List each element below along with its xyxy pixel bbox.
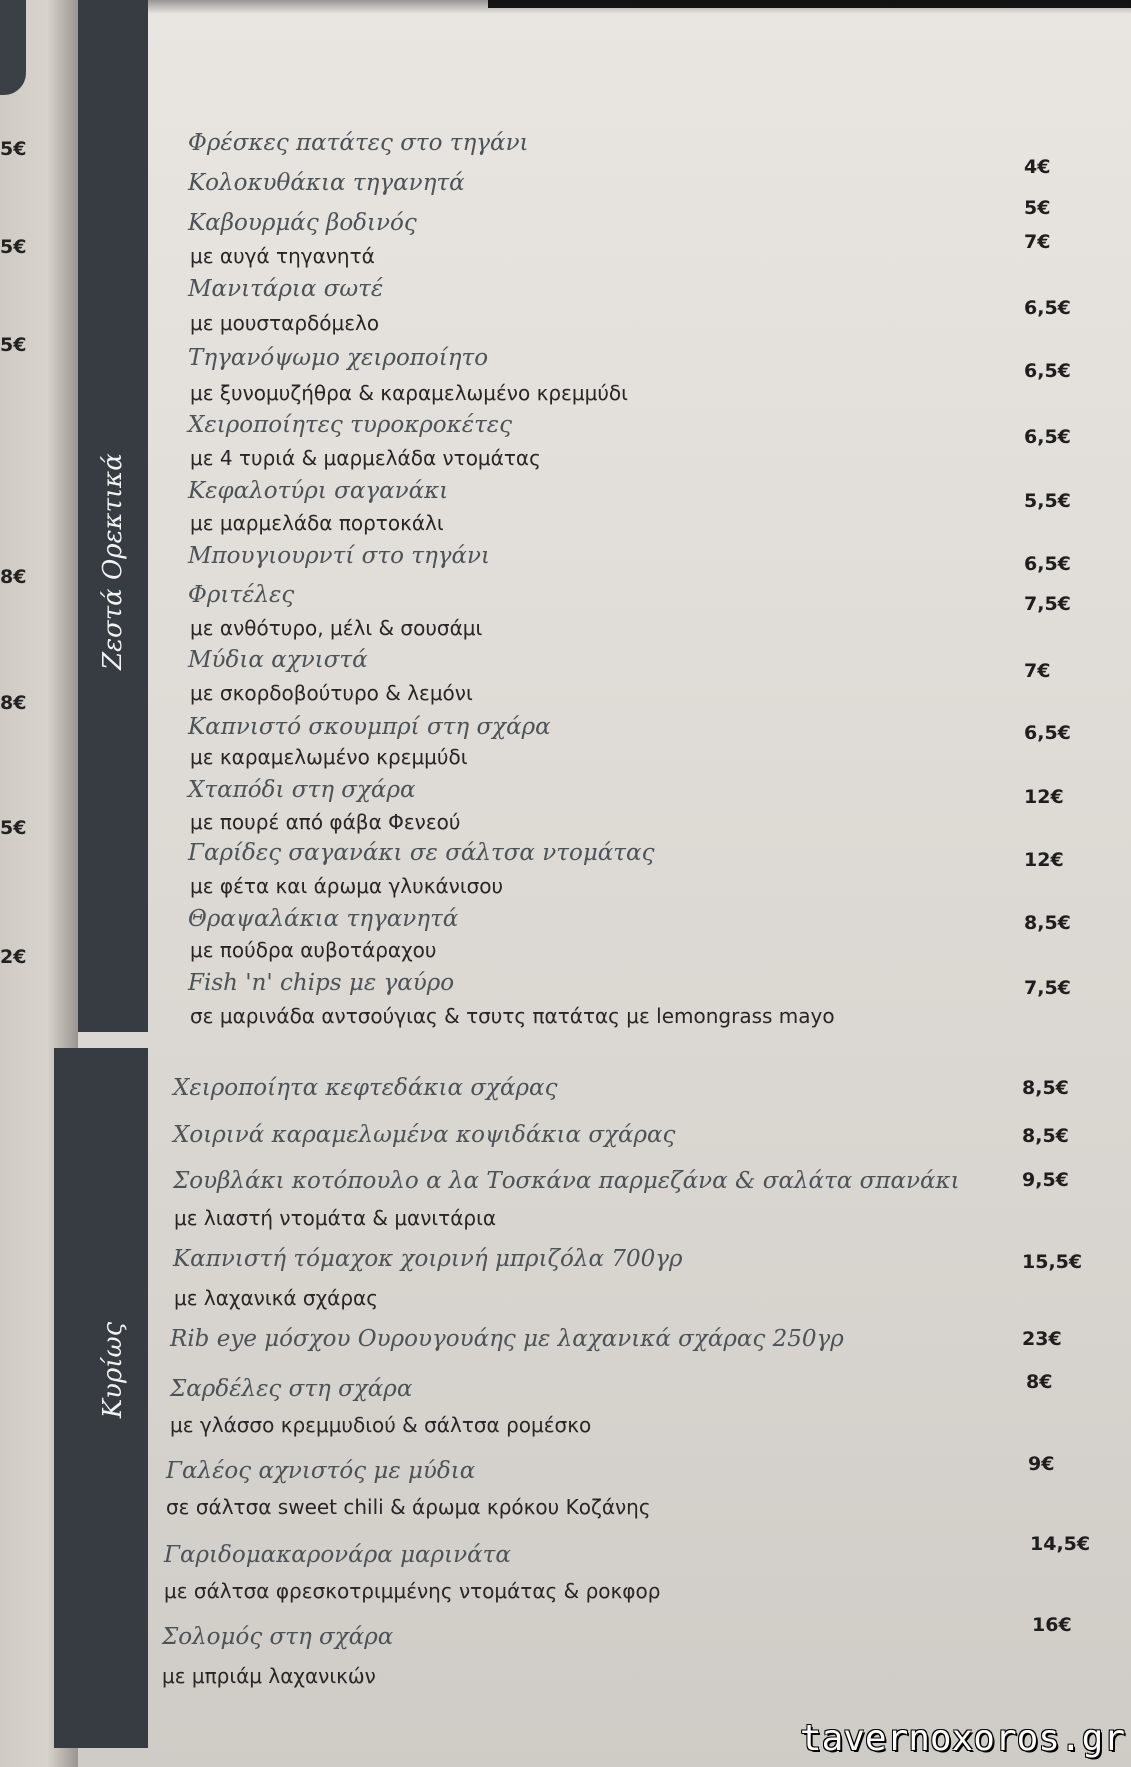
menu-item-price: 7,5€ [1024, 977, 1071, 999]
menu-item-description: με μουσταρδόμελο [190, 311, 380, 335]
menu-item-price: 5,5€ [1024, 490, 1071, 512]
menu-item-price: 6,5€ [1024, 426, 1071, 448]
menu-item-price: 23€ [1022, 1328, 1062, 1350]
menu-item-name: Χειροποίητα κεφτεδάκια σχάρας [173, 1075, 558, 1101]
previous-page-price: 8€ [0, 692, 27, 714]
menu-item-price: 8€ [1026, 1371, 1053, 1393]
previous-page-tab [0, 0, 26, 95]
menu-item-price: 7€ [1024, 660, 1051, 682]
menu-item-name: Γαρίδες σαγανάκι σε σάλτσα ντομάτας [188, 840, 655, 866]
menu-item-price: 6,5€ [1024, 553, 1071, 575]
menu-item-name: Σαρδέλες στη σχάρα [170, 1376, 413, 1402]
menu-item-description: με αυγά τηγανητά [190, 244, 375, 268]
menu-item-description: σε μαρινάδα αντσούγιας & τσυτς πατάτας με lemongrass mayo [190, 1004, 835, 1028]
menu-item-name: Μπουγιουρντί στο τηγάνι [188, 543, 491, 569]
menu-item-description: με λιαστή ντομάτα & μανιτάρια [174, 1206, 497, 1230]
menu-item-name: Καπνιστό σκουμπρί στη σχάρα [188, 714, 551, 740]
menu-item-price: 8,5€ [1022, 1077, 1069, 1099]
menu-item-name: Σολομός στη σχάρα [162, 1624, 394, 1650]
menu-item-price: 15,5€ [1022, 1251, 1083, 1273]
menu-item-description: με μπριάμ λαχανικών [162, 1664, 376, 1688]
menu-item-name: Φρέσκες πατάτες στο τηγάνι [188, 130, 529, 156]
menu-item-price: 6,5€ [1024, 297, 1071, 319]
menu-item-name: Γαριδομακαρονάρα μαρινάτα [164, 1542, 511, 1568]
menu-item-price: 9,5€ [1022, 1169, 1069, 1191]
menu-item-price: 5€ [1024, 197, 1051, 219]
menu-item-name: Κεφαλοτύρι σαγανάκι [188, 478, 449, 504]
section-title-hot-appetizers: Ζεστά Ορεκτικά [98, 453, 128, 670]
site-watermark: tavernoxoros.gr [799, 1718, 1125, 1759]
previous-page-price: 5€ [0, 334, 27, 356]
menu-item-description: με λαχανικά σχάρας [174, 1286, 378, 1310]
menu-item-name: Κολοκυθάκια τηγανητά [188, 170, 465, 196]
page-top-shadow [78, 0, 1131, 14]
previous-page-price: 8€ [0, 566, 27, 588]
previous-page-price: 5€ [0, 817, 27, 839]
menu-item-price: 14,5€ [1030, 1533, 1091, 1555]
menu-item-price: 7,5€ [1024, 593, 1071, 615]
menu-item-description: σε σάλτσα sweet chili & άρωμα κρόκου Κοζάνης [166, 1495, 651, 1519]
menu-item-description: με πουρέ από φάβα Φενεού [190, 810, 461, 834]
menu-item-description: με μαρμελάδα πορτοκάλι [190, 511, 444, 535]
menu-item-name: Χειροποίητες τυροκροκέτες [188, 412, 513, 438]
menu-item-description: με καραμελωμένο κρεμμύδι [190, 745, 468, 769]
menu-item-name: Φριτέλες [188, 582, 295, 608]
previous-page-price: 5€ [0, 138, 27, 160]
menu-item-name: Θραψαλάκια τηγανητά [188, 906, 459, 932]
menu-item-price: 7€ [1024, 231, 1051, 253]
menu-item-name: Καπνιστή τόμαχοκ χοιρινή μπριζόλα 700γρ [173, 1246, 683, 1272]
menu-item-description: με πούδρα αυβοτάραχου [190, 938, 437, 962]
menu-item-name: Χταπόδι στη σχάρα [188, 777, 416, 803]
previous-page-price: 2€ [0, 946, 27, 968]
menu-item-name: Fish 'n' chips με γαύρο [188, 970, 455, 996]
menu-page [78, 0, 1131, 1767]
menu-item-description: με γλάσσο κρεμμυδιού & σάλτσα ρομέσκο [170, 1413, 592, 1437]
menu-item-description: με ξυνομυζήθρα & καραμελωμένο κρεμμύδι [190, 381, 628, 405]
menu-item-price: 8,5€ [1022, 1125, 1069, 1147]
menu-item-description: με σάλτσα φρεσκοτριμμένης ντομάτας & ροκφορ [164, 1579, 661, 1603]
menu-item-name: Rib eye μόσχου Ουρουγουάης με λαχανικά σχάρας 250γρ [170, 1326, 844, 1352]
menu-item-description: με 4 τυριά & μαρμελάδα ντομάτας [190, 446, 541, 470]
menu-item-price: 8,5€ [1024, 912, 1071, 934]
menu-item-name: Χοιρινά καραμελωμένα κοψιδάκια σχάρας [173, 1122, 676, 1148]
menu-item-description: με σκορδοβούτυρο & λεμόνι [190, 681, 473, 705]
menu-item-name: Τηγανόψωμο χειροποίητο [188, 345, 489, 371]
menu-item-price: 6,5€ [1024, 722, 1071, 744]
menu-item-description: με ανθότυρο, μέλι & σουσάμι [190, 616, 483, 640]
section-title-main-courses: Κυρίως [98, 1321, 128, 1419]
menu-item-name: Σουβλάκι κοτόπουλο α λα Τοσκάνα παρμεζάνα & σαλάτα σπανάκι [173, 1168, 960, 1194]
previous-page-price: 5€ [0, 236, 27, 258]
menu-item-name: Γαλέος αχνιστός με μύδια [166, 1458, 476, 1484]
menu-item-name: Καβουρμάς βοδινός [188, 210, 417, 236]
menu-item-description: με φέτα και άρωμα γλυκάνισου [190, 874, 504, 898]
menu-item-name: Μύδια αχνιστά [188, 647, 368, 673]
menu-item-price: 6,5€ [1024, 360, 1071, 382]
menu-item-name: Μανιτάρια σωτέ [188, 276, 384, 302]
menu-item-price: 9€ [1028, 1453, 1055, 1475]
menu-item-price: 12€ [1024, 786, 1064, 808]
menu-item-price: 4€ [1024, 156, 1051, 178]
menu-item-price: 16€ [1032, 1614, 1072, 1636]
menu-item-price: 12€ [1024, 849, 1064, 871]
